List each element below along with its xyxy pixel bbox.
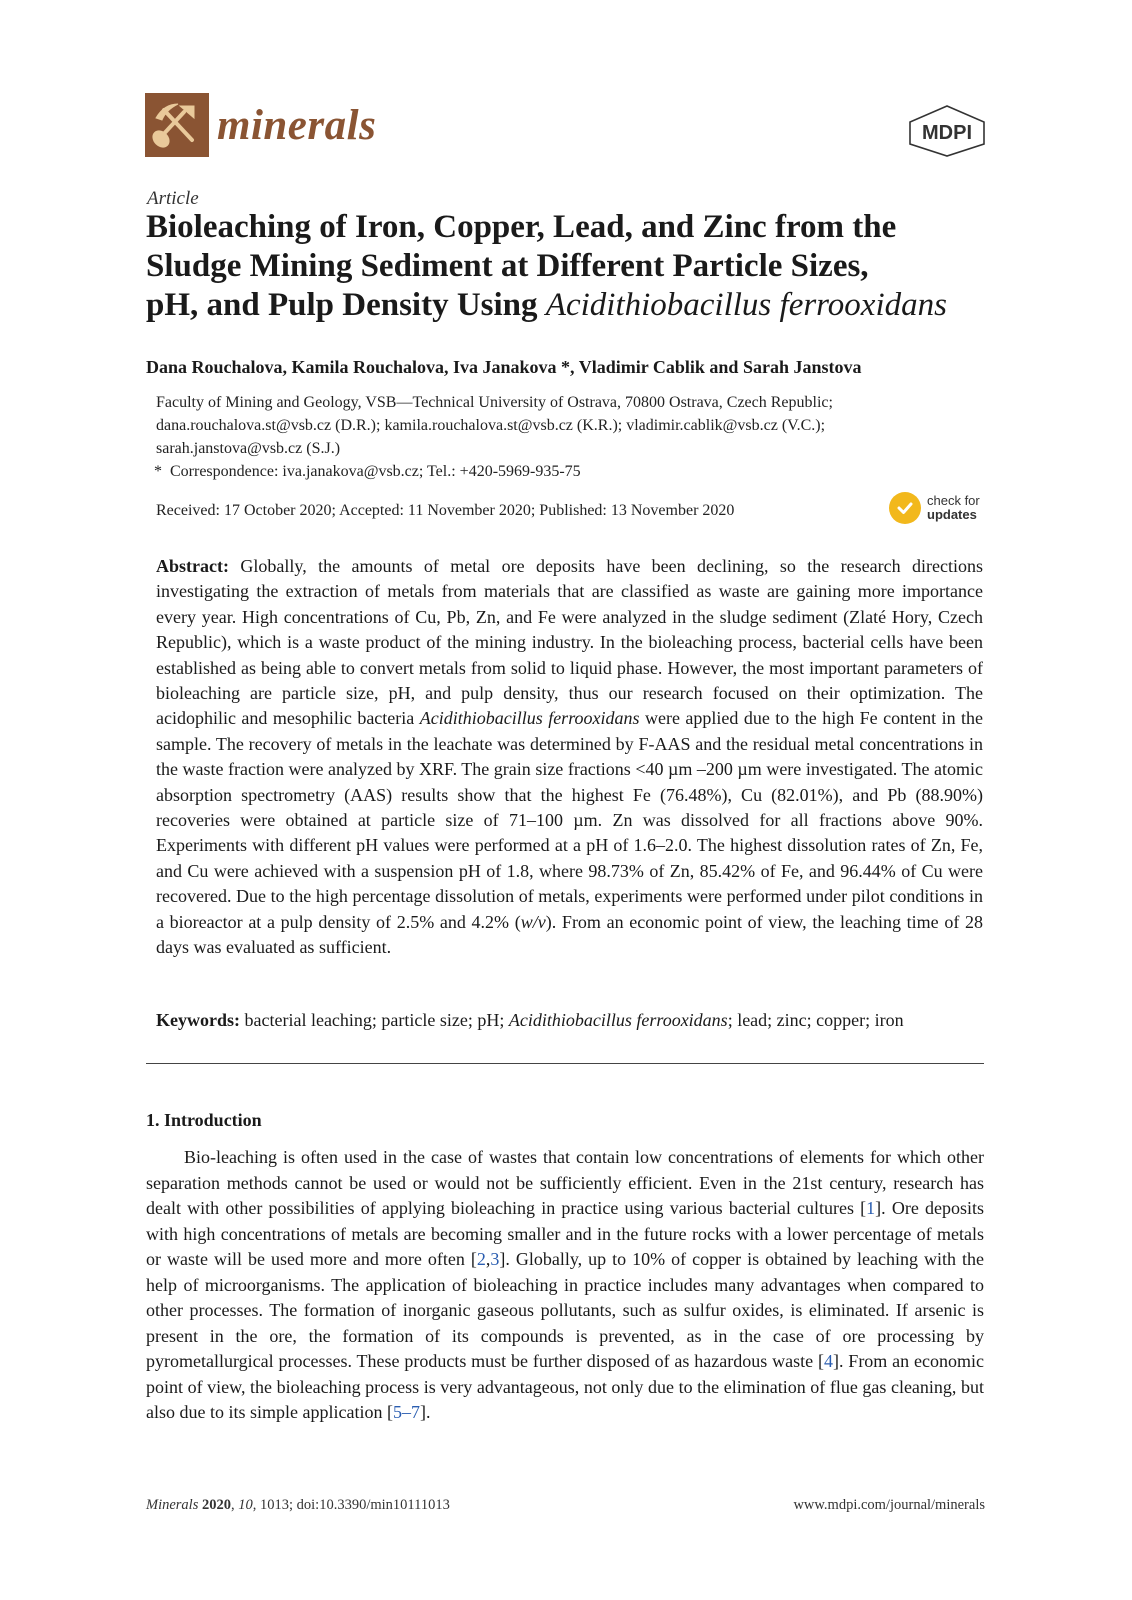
title-line: Bioleaching of Iron, Copper, Lead, and Zinc from the — [146, 209, 897, 245]
publisher-name: MDPI — [922, 122, 972, 144]
keywords-text: bacterial leaching; particle size; pH; — [240, 1010, 509, 1030]
footer-separator: , — [230, 1497, 239, 1513]
abstract-unit: w/v — [520, 911, 546, 932]
correspondence-line — [156, 460, 996, 483]
check-circle-icon — [889, 492, 921, 524]
abstract-text: Globally, the amounts of metal ore deposits have been declining, so the research directions investigating the extraction of metals from materials that are classified as waste are gaining more importance every year. High concentrations of Cu, Pb, Zn, and Fe were analyzed in the sludge sediment (Zlaté Hory, Czech Republic), which is a waste product of the mining industry. In the bioleaching process, bacterial cells have been established as being able to convert metals from solid to liquid phase. However, the most important parameters of bioleaching are particle size, pH, and pulp density, thus our research focused on their optimization. The acidophilic and mesophilic bacteria — [156, 556, 983, 729]
citation-link[interactable]: 3 — [490, 1249, 500, 1269]
abstract — [156, 554, 983, 961]
footer-volume: 10 — [238, 1497, 253, 1513]
title-line: Sludge Mining Sediment at Different Particle Sizes, — [146, 248, 869, 284]
shovel-pickaxe-icon — [145, 93, 209, 157]
affiliation-emails: sarah.janstova@vsb.cz (S.J.) — [156, 440, 341, 457]
publication-dates: Received: 17 October 2020; Accepted: 11 November 2020; Published: 13 November 2020 — [156, 502, 735, 519]
author-list: Dana Rouchalova, Kamila Rouchalova, Iva Janakova *, Vladimir Cablik and Sarah Janstova — [146, 357, 862, 377]
affiliation-block — [156, 391, 996, 483]
article-title — [146, 208, 1006, 325]
section-heading: 1. Introduction — [146, 1110, 262, 1130]
article-type: Article — [147, 188, 199, 209]
body-text: Bio-leaching is often used in the case of wastes that contain low concentrations of elements for which other separation methods cannot be used or would not be sufficiently efficient. Even in the 21st century, research has dealt with other possibilities of applying bioleaching in practice using various bacterial cultures [ — [146, 1147, 984, 1218]
keywords — [156, 1010, 986, 1031]
body-text: ]. From an economic point of view, the bioleaching process is very advantageous, not only due to the elimination of flue gas cleaning, but also due to its simple application [ — [146, 1351, 984, 1422]
abstract-text: were applied due to the high Fe content in the sample. The recovery of metals in the leachate was determined by F-AAS and the residual metal concentrations in the waste fraction were analyzed by XRF. The grain size fractions <40 µm –200 µm were investigated. The atomic absorption spectrometry (AAS) results show that the highest Fe (76.48%), Cu (82.01%), and Pb (88.90%) recoveries were obtained at particle size of 71–100 µm. Zn was dissolved for all fractions above 90%. Experiments with different pH values were performed at a pH of 1.6–2.0. The highest dissolution rates of Zn, Fe, and Cu were achieved with a suspension pH of 1.8, where 98.73% of Zn, 85.42% of Fe, and 96.44% of Cu were recovered. Due to the high percentage dissolution of metals, experiments were performed under pilot conditions in a bioreactor at a pulp density of 2.5% and 4.2% ( — [156, 708, 984, 932]
journal-name: minerals — [217, 101, 377, 149]
body-text: , — [485, 1249, 491, 1269]
abstract-organism-name: Acidithiobacillus ferrooxidans — [419, 708, 640, 729]
check-updates-line1: check for — [927, 493, 980, 508]
check-updates-line2: updates — [927, 507, 977, 522]
citation-link[interactable]: 2 — [476, 1249, 486, 1269]
footer-year: 2020 — [201, 1497, 231, 1513]
title-line — [146, 286, 1006, 325]
affiliation-emails: dana.rouchalova.st@vsb.cz (D.R.); kamila.rouchalova.st@vsb.cz (K.R.); vladimir.cablik@vsb.cz (V.C.); — [156, 417, 826, 434]
check-for-updates-button[interactable] — [889, 492, 980, 524]
section-divider — [146, 1063, 984, 1064]
affiliation-line: Faculty of Mining and Geology, VSB—Technical University of Ostrava, 70800 Ostrava, Czech Republic; — [156, 394, 833, 411]
keywords-text: ; lead; zinc; copper; iron — [727, 1010, 904, 1030]
journal-logo[interactable] — [145, 93, 376, 157]
footer-journal: Minerals — [146, 1497, 199, 1513]
check-updates-label — [927, 494, 980, 522]
citation-link[interactable]: 5–7 — [392, 1402, 420, 1422]
introduction-paragraph — [146, 1145, 984, 1426]
title-organism-name: Acidithiobacillus ferrooxidans — [545, 287, 947, 323]
abstract-text: ). From an economic point of view, the leaching time of 28 days was evaluated as sufficient. — [156, 911, 984, 958]
citation-link[interactable]: 4 — [823, 1351, 833, 1371]
footer-journal-url[interactable]: www.mdpi.com/journal/minerals — [793, 1497, 985, 1513]
correspondence-mark: * — [154, 463, 162, 480]
body-text: ]. Ore deposits with high concentrations of metals are becoming smaller and in the future rocks with a lower percentage of metals or waste will be used more and more often [ — [146, 1198, 984, 1269]
footer-doi: , 1013; doi:10.3390/min10111013 — [252, 1497, 450, 1513]
citation-link[interactable]: 1 — [866, 1198, 876, 1218]
publisher-logo[interactable] — [906, 104, 988, 158]
body-text: ]. — [419, 1402, 431, 1422]
footer-citation — [146, 1497, 450, 1514]
correspondence-text: Correspondence: iva.janakova@vsb.cz; Tel.: +420-5969-935-75 — [170, 463, 581, 480]
keywords-organism-name: Acidithiobacillus ferrooxidans — [508, 1010, 728, 1030]
title-text: pH, and Pulp Density Using — [146, 287, 546, 323]
body-text: ]. Globally, up to 10% of copper is obtained by leaching with the help of microorganisms. The application of bioleaching in practice includes many advantages when compared to other processes. The formation of inorganic gaseous pollutants, such as sulfur oxides, is eliminated. If arsenic is present in the ore, the formation of its compounds is prevented, as in the case of ore processing by pyrometallurgical processes. These products must be further disposed of as hazardous waste [ — [146, 1249, 984, 1371]
abstract-label: Abstract: — [156, 556, 229, 576]
keywords-label: Keywords: — [156, 1010, 240, 1030]
